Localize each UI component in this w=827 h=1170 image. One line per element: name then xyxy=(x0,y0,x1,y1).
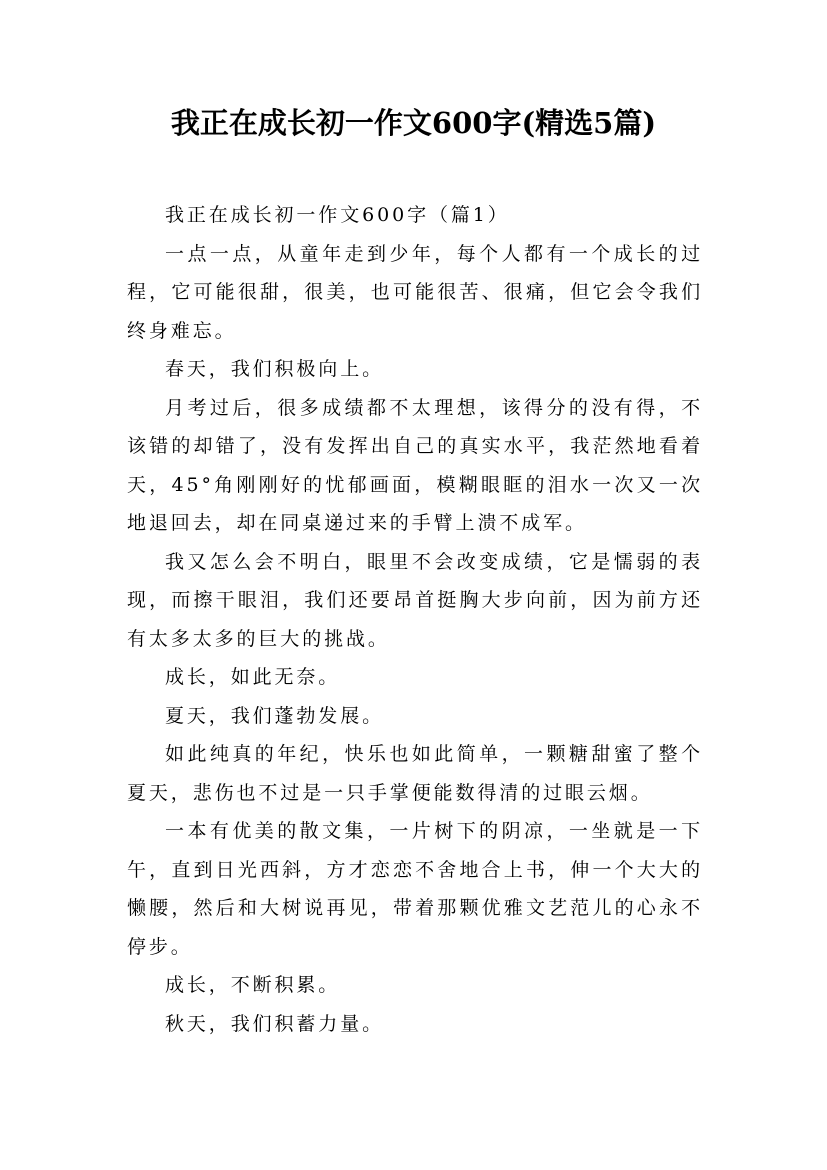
document-body xyxy=(127,196,703,1043)
paragraph: 如此纯真的年纪，快乐也如此简单，一颗糖甜蜜了整个夏天，悲伤也不过是一只手掌便能数得清的过眼云烟。 xyxy=(127,743,703,804)
paragraph: 我又怎么会不明白，眼里不会改变成绩，它是懦弱的表现，而擦干眼泪，我们还要昂首挺胸大步向前，因为前方还有太多太多的巨大的挑战。 xyxy=(127,550,703,650)
document-title: 我正在成长初一作文600字(精选5篇) xyxy=(170,106,657,140)
paragraph: 成长，不断积累。 xyxy=(165,974,341,996)
paragraph: 一本有优美的散文集，一片树下的阴凉，一坐就是一下午，直到日光西斜，方才恋恋不舍地合上书，伸一个大大的懒腰，然后和大树说再见，带着那颗优雅文艺范儿的心永不停步。 xyxy=(127,820,703,958)
article-heading: 我正在成长初一作文600字（篇1） xyxy=(165,204,510,226)
paragraph: 月考过后，很多成绩都不太理想，该得分的没有得，不该错的却错了，没有发挥出自己的真实水平，我茫然地看着天，45°角刚刚好的忧郁画面，模糊眼眶的泪水一次又一次地退回去，却在同桌递过来的手臂上溃不成军。 xyxy=(127,396,703,534)
paragraph: 春天，我们积极向上。 xyxy=(165,358,385,380)
paragraph: 一点一点，从童年走到少年，每个人都有一个成长的过程，它可能很甜，很美，也可能很苦、很痛，但它会令我们终身难忘。 xyxy=(127,242,703,342)
paragraph: 秋天，我们积蓄力量。 xyxy=(165,1012,385,1035)
paragraph: 夏天，我们蓬勃发展。 xyxy=(165,704,385,727)
paragraph: 成长，如此无奈。 xyxy=(165,666,341,688)
